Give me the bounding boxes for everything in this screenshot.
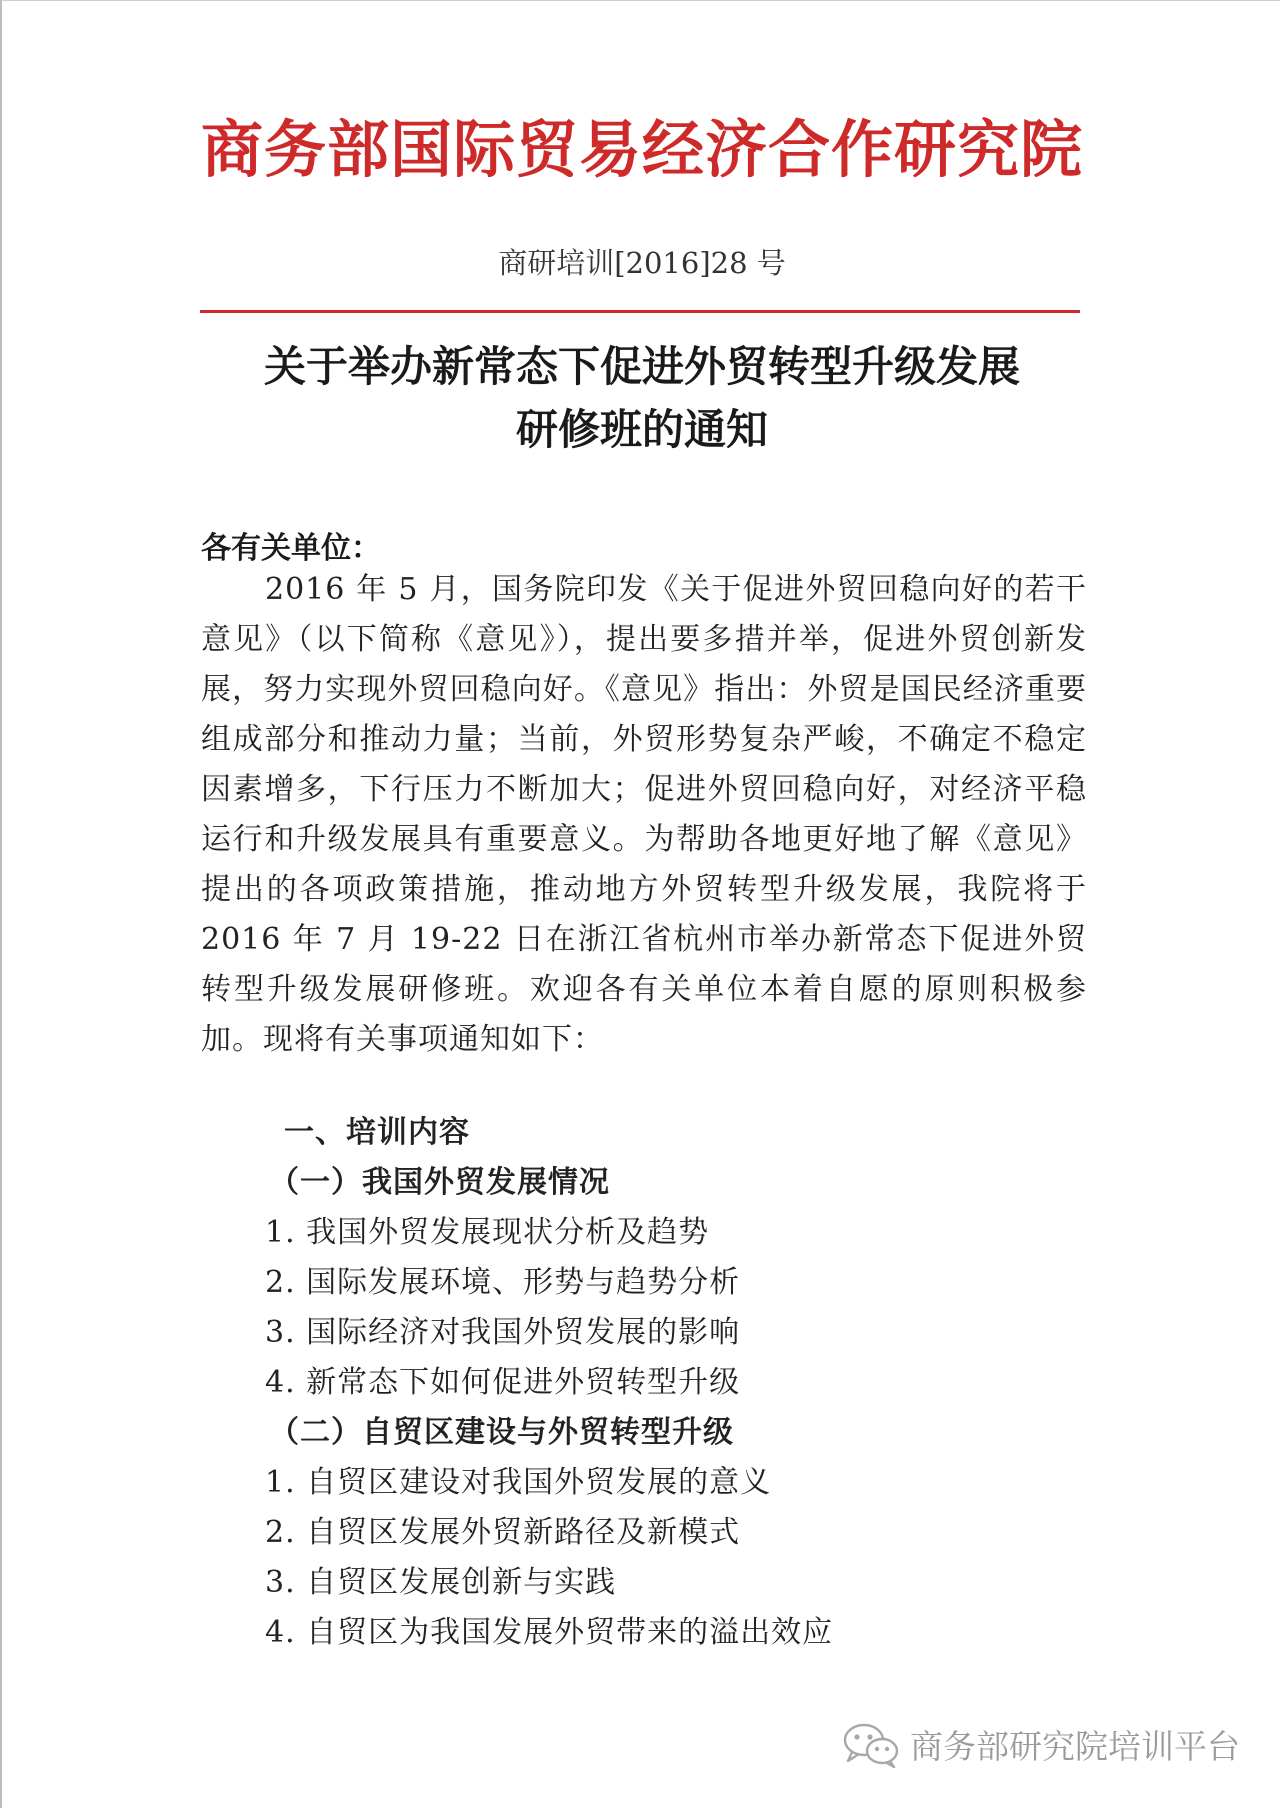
section-heading: 一、培训内容: [284, 1115, 470, 1150]
watermark: [842, 1721, 1240, 1768]
title-line-2: 研修班的通知: [515, 405, 768, 454]
body-paragraph: 2016 年 5 月，国务院印发《关于促进外贸回稳向好的若干意见》（以下简称《意见》），提出要多措并举，促进外贸创新发展，努力实现外贸回稳向好。《意见》指出：外贸是国民经济重要组成部分和推动力量；当前，外贸形势复杂严峻，不确定不稳定因素增多，下行压力不断加大；促进外贸回稳向好，对经济平稳运行和升级发展具有重要意义。为帮助各地更好地了解《意见》提出的各项政策措施，推动地方外贸转型升级发展，我院将于 2016 年 7 月 19-22 日在浙江省杭州市举办新常态下促进外贸转型升级发展研修班。欢迎各有关单位本着自愿的原则积极参加。现将有关事项通知如下：: [201, 572, 1087, 1057]
salutation: 各有关单位：: [201, 531, 381, 566]
organization-header: 商务部国际贸易经济合作研究院: [200, 113, 1083, 186]
title-line-1: 关于举办新常态下促进外贸转型升级发展: [263, 342, 1020, 391]
wechat-icon: [842, 1722, 902, 1768]
list-item: 2. 自贸区发展外贸新路径及新模式: [265, 1515, 741, 1550]
subsection-heading-2: （二）自贸区建设与外贸转型升级: [269, 1415, 734, 1450]
red-divider: [200, 310, 1080, 313]
list-item: 4. 新常态下如何促进外贸转型升级: [265, 1365, 741, 1400]
list-item: 4. 自贸区为我国发展外贸带来的溢出效应: [265, 1615, 834, 1650]
list-item: 1. 自贸区建设对我国外贸发展的意义: [265, 1465, 772, 1500]
list-item: 1. 我国外贸发展现状分析及趋势: [265, 1215, 710, 1250]
list-item: 2. 国际发展环境、形势与趋势分析: [265, 1265, 741, 1300]
document-number: 商研培训[2016]28 号: [498, 246, 786, 280]
watermark-text: 商务部研究院培训平台: [910, 1727, 1240, 1766]
document-title: [2, 335, 1280, 461]
list-item: 3. 国际经济对我国外贸发展的影响: [265, 1315, 741, 1350]
list-item: 3. 自贸区发展创新与实践: [265, 1565, 617, 1600]
subsection-heading-1: （一）我国外贸发展情况: [269, 1165, 610, 1200]
